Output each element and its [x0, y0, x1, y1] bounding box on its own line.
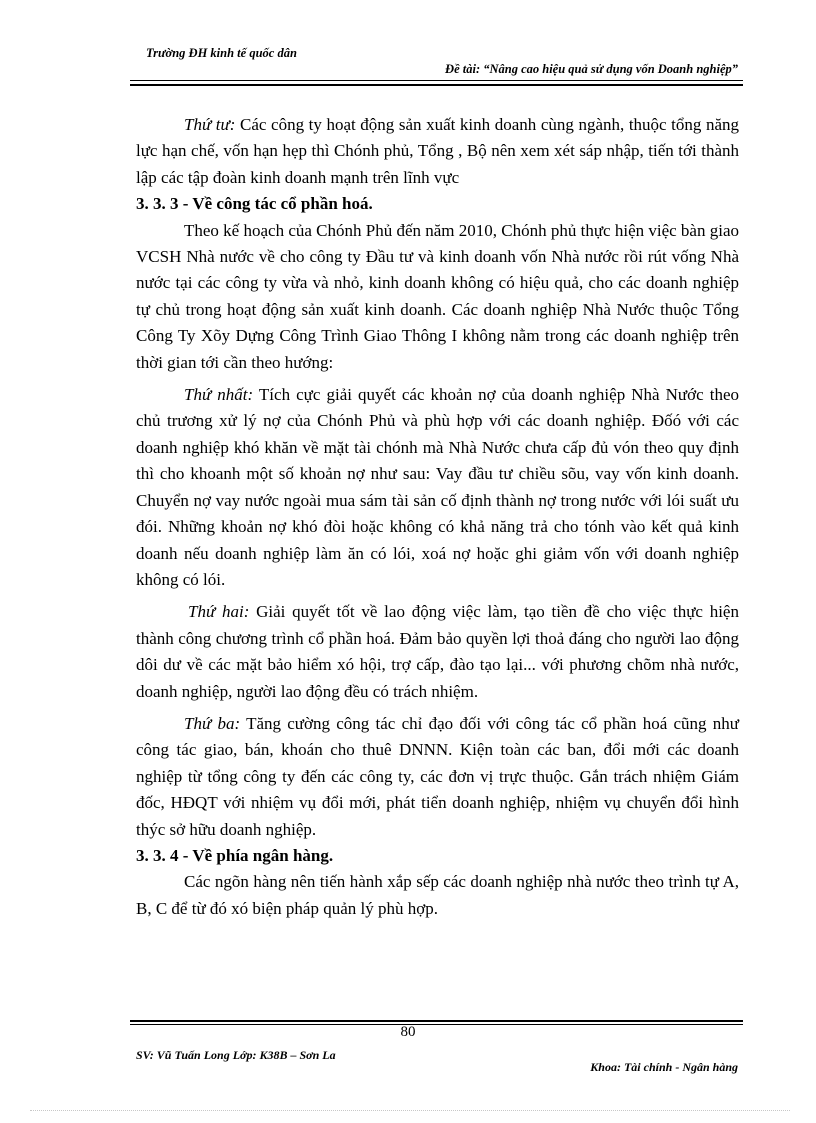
paragraph-thu-nhat	[136, 382, 739, 593]
paragraph-text: Các công ty hoạt động sản xuất kinh doanh cùng ngành, thuộc tổng năng lực hạn chế, vốn hạn hẹp thì Chónh phủ, Tổng , Bộ nên xem xét sáp nhập, tiến tới thành lập các tập đoàn kinh doanh mạnh trên lĩnh vực	[136, 115, 740, 187]
footer-rule-top	[130, 1020, 743, 1022]
paragraph-ke-hoach	[136, 218, 739, 376]
section-heading-3-3-4: 3. 3. 4 - Về phía ngân hàng.	[136, 845, 334, 865]
footer-student: SV: Vũ Tuấn Long Lớp: K38B – Sơn La	[136, 1048, 336, 1062]
paragraph-text: Tích cực giải quyết các khoản nợ của doanh nghiệp Nhà Nước theo chủ trương xử lý nợ của Chónh Phủ và phù hợp với các doanh nghiệp. Đốó với các doanh nghiệp khó khăn về mặt tài chónh mà Nhà Nước chưa cấp đủ vón theo quy định thì cho khoanh một số khoản nợ như sau: Vay đầu tư chiều sõu, vay vốn kinh doanh. Chuyển nợ vay nước ngoài mua sám tài sản cố định thành nợ trong nước với lói suất ưu đói. Những khoản nợ khó đòi hoặc không có khả năng trả cho tónh vào kết quả kinh doanh nếu doanh nghiệp làm ăn có lói, xoá nợ hoặc ghi giảm vốn với doanh nghiệp không có lói.	[136, 385, 739, 589]
paragraph-lead: Thứ ba:	[184, 713, 241, 733]
header-school: Trường ĐH kinh tế quốc dân	[146, 46, 297, 60]
paragraph-text: Giải quyết tốt về lao động việc làm, tạo tiền đề cho việc thực hiện thành công chương trình cổ phần hoá. Đảm bảo quyền lợi thoả đáng cho người lao động dôi dư về các mặt bảo hiểm xó hội, trợ cấp, đào tạo lại... với phương chõm nhà nước, doanh nghiệp, người lao động đều có trách nhiệm.	[136, 602, 739, 701]
page-edge-dots	[30, 1110, 790, 1111]
paragraph-thu-tu	[136, 112, 739, 191]
paragraph-text: Tăng cường công tác chỉ đạo đối với công tác cổ phần hoá cũng như công tác giao, bán, khoán cho thuê DNNN. Kiện toàn các ban, đổi mới các doanh nghiệp từ tổng công ty đến các công ty, các đơn vị trực thuộc. Gắn trách nhiệm Giám đốc, HĐQT với nhiệm vụ đổi mới, phát tiển doanh nghiệp, nhiệm vụ chuyển đổi hình thýc sở hữu doanh nghiệp.	[136, 713, 739, 839]
paragraph-text: Theo kế hoạch của Chónh Phủ đến năm 2010, Chónh phủ thực hiện việc bàn giao VCSH Nhà nước về cho công ty Đầu tư và kinh doanh vốn Nhà nước rồi rút vống Nhà nước tại các công ty vừa và nhỏ, kinh doanh không có hiệu quả, cho các doanh nghiệp tự chủ trong hoạt động sản xuất kinh doanh. Các doanh nghiệp Nhà Nước thuộc Tổng Công Ty Xõy Dựng Công Trình Giao Thông I không nằm trong các doanh nghiệp trên thời gian tới cần theo hướng:	[136, 220, 739, 372]
header-rule-top	[130, 80, 743, 81]
footer-faculty: Khoa: Tài chính - Ngân hàng	[590, 1060, 738, 1074]
paragraph-lead: Thứ hai:	[188, 602, 250, 622]
header-rule-bottom	[130, 84, 743, 86]
paragraph-thu-ba	[136, 711, 739, 843]
section-heading-3-3-3: 3. 3. 3 - Về công tác cổ phần hoá.	[136, 194, 373, 214]
paragraph-lead: Thứ nhất:	[184, 385, 254, 405]
page-body	[136, 112, 739, 922]
paragraph-lead: Thứ tư:	[184, 115, 236, 134]
paragraph-thu-hai	[136, 599, 739, 705]
paragraph-text: Các ngõn hàng nên tiến hành xắp sếp các doanh nghiệp nhà nước theo trình tự A, B, C để từ đó xó biện pháp quản lý phù hợp.	[136, 872, 739, 918]
header-topic: Đề tài: “Nâng cao hiệu quả sử dụng vốn Doanh nghiệp”	[445, 62, 738, 76]
paragraph-ngan-hang	[136, 869, 739, 922]
page-number: 80	[400, 1024, 416, 1040]
